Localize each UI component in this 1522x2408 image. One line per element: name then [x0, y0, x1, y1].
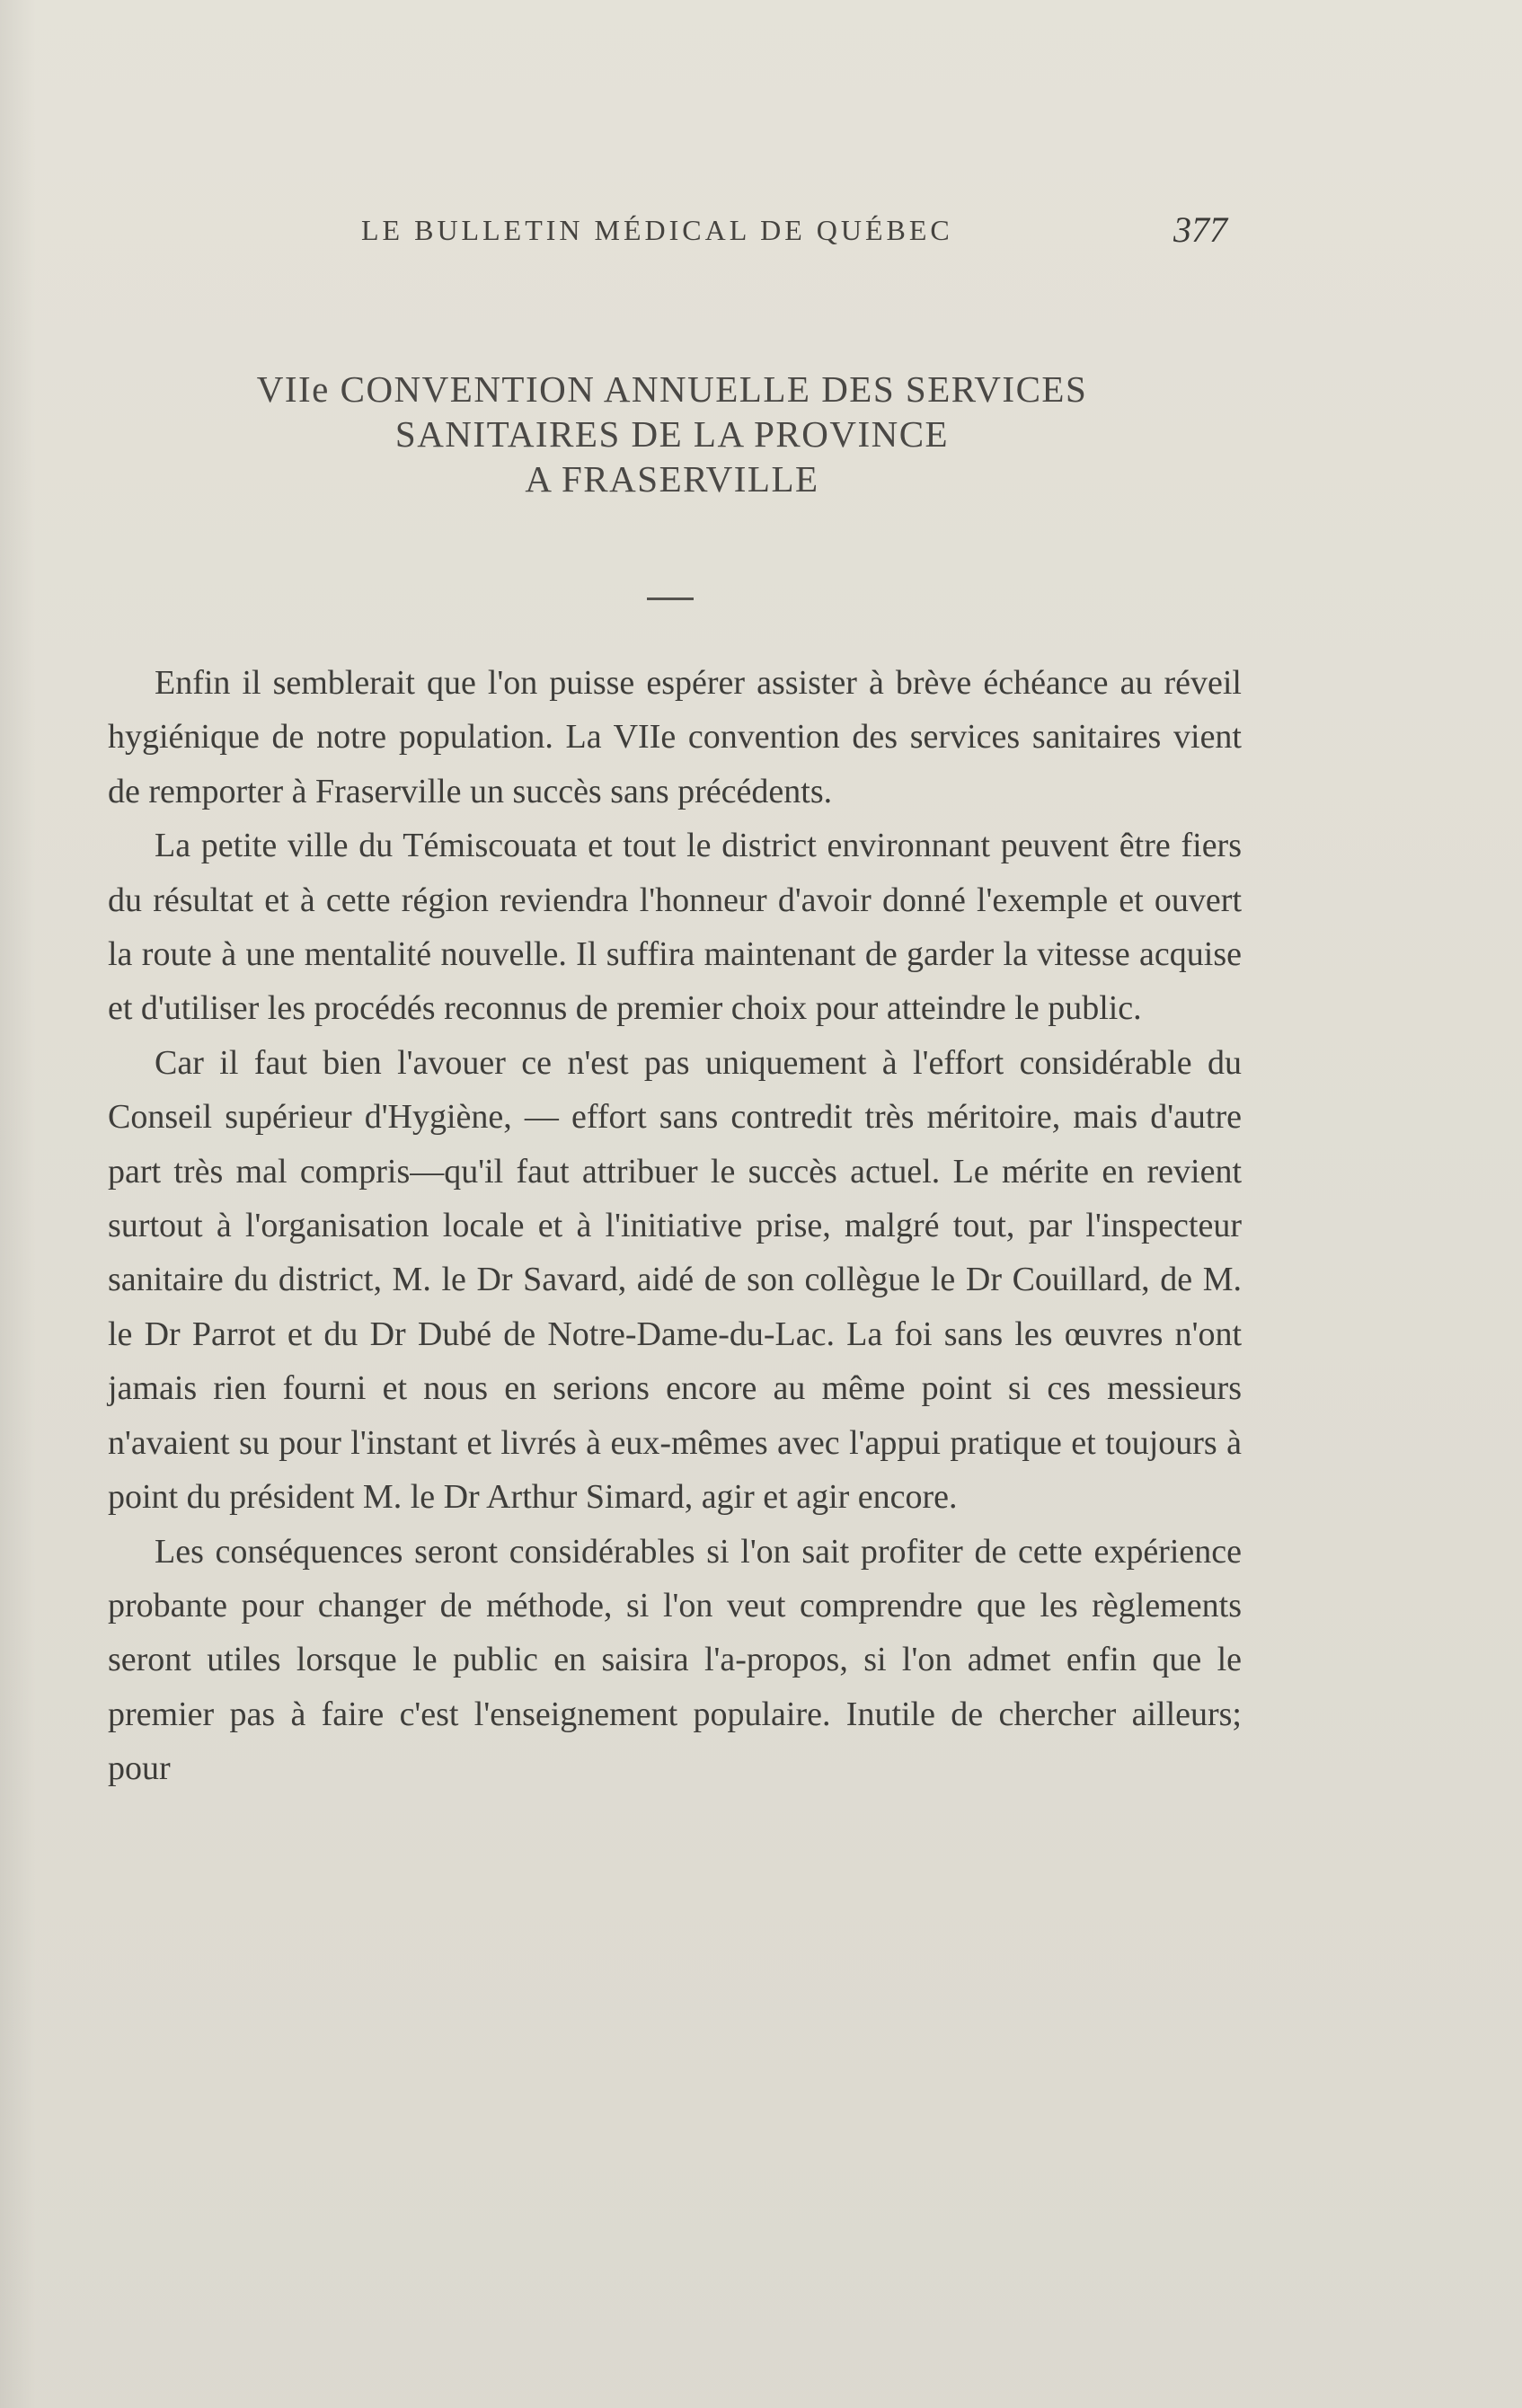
paragraph: Les conséquences seront considérables si l'on sait profiter de cette expérience probante pour changer de méthode, si l'on veut comprendre que les règlements seront utiles lorsque le public en saisira l'a-propos, si l'on admet enfin que le premier pas à faire c'est l'enseignement populaire. Inutile de chercher ailleurs; pour — [108, 1532, 1242, 1788]
paragraph: La petite ville du Témiscouata et tout le district environnant peuvent être fiers du résultat et à cette région reviendra l'honneur d'avoir donné l'exemple et ouvert la route à une mentalité nouvelle. Il suffira maintenant de garder la vitesse acquise et d'utiliser les procédés reconnus de premier choix pour atteindre le public. — [108, 827, 1242, 1028]
article-title — [0, 367, 1344, 501]
article-title-line: VIIe CONVENTION ANNUELLE DES SERVICES — [256, 368, 1088, 410]
paragraph: Enfin il semblerait que l'on puisse espérer assister à brève échéance au réveil hygiénique de notre population. La VIIe convention des services sanitaires vient de remporter à Fraserville un succès sans précédents. — [108, 664, 1242, 810]
paragraph: Car il faut bien l'avouer ce n'est pas uniquement à l'effort considérable du Conseil supérieur d'Hygiène, — effort sans contredit très méritoire, mais d'autre part très mal compris—qu'il faut attribuer le succès actuel. Le mérite en revient surtout à l'organisation locale et à l'initiative prise, malgré tout, par l'inspecteur sanitaire du district, M. le Dr Savard, aidé de son collègue le Dr Couillard, de M. le Dr Parrot et du Dr Dubé de Notre-Dame-du-Lac. La foi sans les œuvres n'ont jamais rien fourni et nous en serions encore au même point si ces messieurs n'avaient su pour l'instant et livrés à eux-mêmes avec l'appui pratique et toujours à point du président M. le Dr Arthur Simard, agir et agir encore. — [108, 1043, 1242, 1517]
article-body — [108, 656, 1242, 1796]
running-head: LE BULLETIN MÉDICAL DE QUÉBEC — [361, 214, 953, 246]
article-title-line: SANITAIRES DE LA PROVINCE — [394, 413, 950, 455]
title-separator-rule — [647, 598, 694, 600]
article-title-line: A FRASERVILLE — [525, 458, 819, 500]
page-number: 377 — [1173, 209, 1227, 250]
